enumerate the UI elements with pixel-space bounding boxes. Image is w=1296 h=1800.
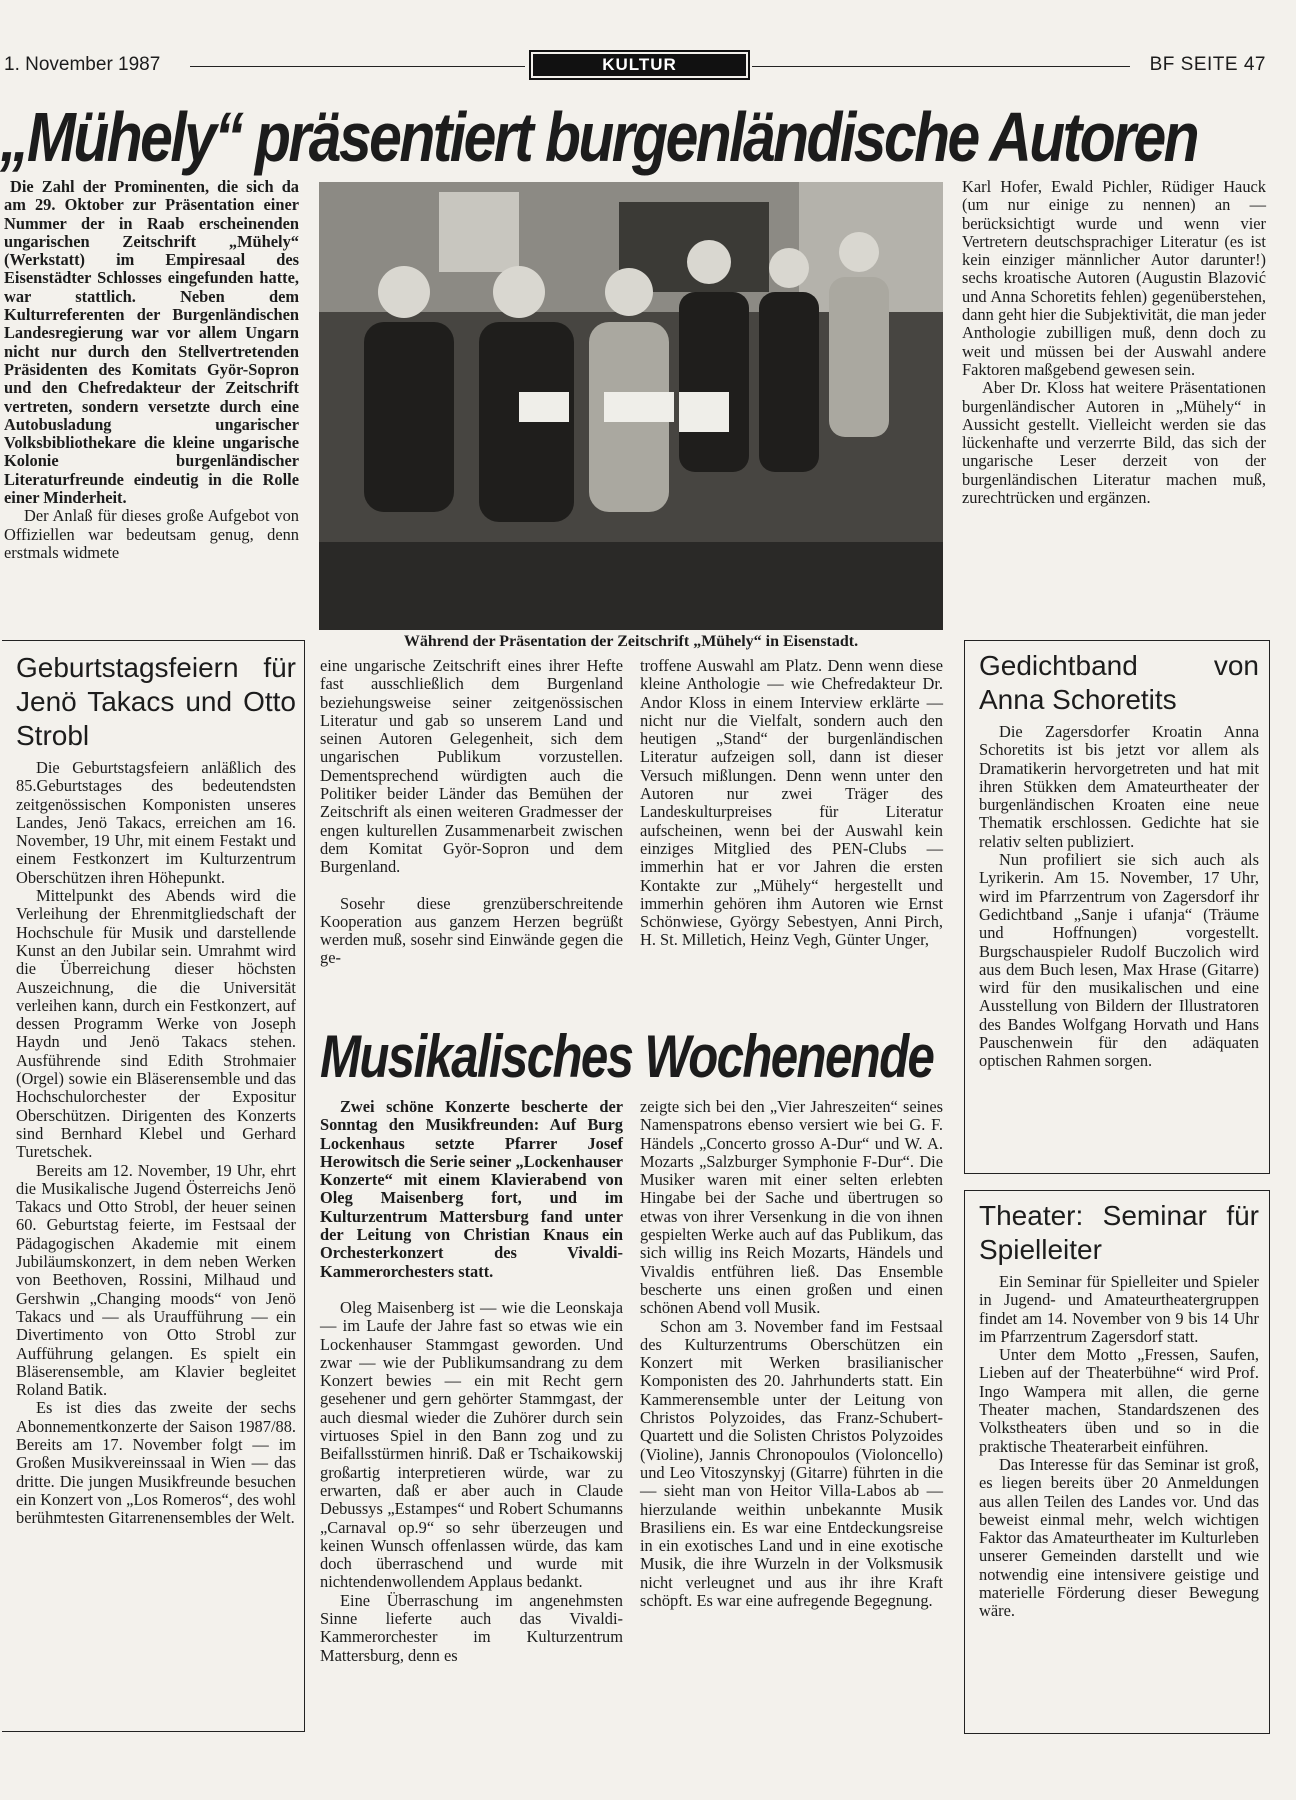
- poetry-article-title: Gedichtband von Anna Schoretits: [979, 650, 1259, 715]
- music-article-lead: Zwei schöne Konzerte bescherte der Sonntag den Musikfreunden: Auf Burg Lockenhaus setzte Pfarrer Josef Herowitsch die Serie seiner „Lockenhauser Konzerte“ mit einem Klavierabend von Oleg Maisenberg fort, und im Kulturzentrum Mattersburg fand unter der Leitung von Christian Knaus ein Orchesterkonzert des Vivaldi-Kammerorchesters statt.: [320, 1097, 623, 1281]
- music-article-col2: [640, 1098, 943, 1610]
- lead-article-right-p1: Karl Hofer, Ewald Pichler, Rüdiger Hauck (um nur einige zu nennen) an — berücksichtigt wurde und wenn vier Vertretern deutschsprachiger Literatur (es ist kein einziger männlicher Autor darunter!) sechs kroatische Autoren (Augustin Blazović und Anna Schoretits fehlen) gegenüberstehen, dann geht hier die Subjektivität, die man jeder Anthologie zubilligen muß, denn doch zu weit und müssen bei der Auswahl andere Faktoren maßgebend gewesen sein.: [962, 177, 1266, 379]
- lead-article-mid2-p1: troffene Auswahl am Platz. Denn wenn diese kleine Anthologie — wie Chefredakteur Dr. Andor Kloss in einem Interview erklärte — nicht nur die Vielfalt, sondern auch den heutigen „Stand“ der burgenländischen Literatur aufzeigen soll, dann ist dieser Versuch mißlungen. Denn wenn unter den Autoren nur zwei Träger des Landeskulturpreises für Literatur aufscheinen, wenn bei der Auswahl kein einziges Mitglied des PEN-Clubs — immerhin hat er vor Jahren die ersten Kontakte zur „Mühely“ hergestellt und immerhin gehören ihm Autoren wie Ernst Schönwiese, György Sebestyen, Anni Pirch, H. St. Milletich, Heinz Vegh, Günter Unger,: [640, 656, 943, 950]
- birthday-article-p4: Es ist dies das zweite der sechs Abonnementkonzerte der Saison 1987/88. Bereits am 17. November folgt — im Großen Musikvereinssaal in Wien — das dritte. Die jungen Musikfreunde besuchen ein Konzert von „Los Romeros“, des wohl berühmtesten Gitarrenensembles der Welt.: [16, 1398, 296, 1528]
- theater-article-p3: Das Interesse für das Seminar ist groß, es liegen bereits über 20 Anmeldungen aus allen Teilen des Landes vor. Und das beweist einmal mehr, welch wichtigen Faktor das Amateurtheater im Kulturleben unserer Gemeinden darstellt und wie notwendig eine intensivere geistige und materielle Förderung dieser Bewegung wäre.: [979, 1454, 1259, 1621]
- birthday-article-p3: Bereits am 12. November, 19 Uhr, ehrt die Musikalische Jugend Österreichs Jenö Takacs und Otto Strobl, der heuer seinen 60. Geburtstag feierte, im Festsaal der Pädagogischen Akademie mit einem Jubiläumskonzert, in dem neben Werken von Beethoven, Rossini, Milhaud und Gershwin „Changing moods“ von Jenö Takacs und — als Uraufführung — ein Divertimento von Otto Strobl zur Aufführung gelangen. Es spielt ein Bläserensemble, am Klavier begleitet Roland Batik.: [16, 1160, 296, 1400]
- section-label-box: [529, 50, 750, 80]
- poetry-article-p1: Die Zagersdorfer Kroatin Anna Schoretits ist bis jetzt vor allem als Dramatikerin hervorgetreten und hat mit ihren Stükken dem Amateurtheater der burgenländischen Kroaten eine neue Thematik erschlossen. Gedichte hat sie relativ selten publiziert.: [979, 722, 1259, 851]
- lead-article-intro: Die Zahl der Prominenten, die sich da am 29. Oktober zur Präsentation einer Nummer der in Raab erscheinenden ungarischen Zeitschrift „Mühely“ (Werkstatt) im Empiresaal des Eisenstädter Schlosses eingefunden hatte, war stattlich. Neben dem Kulturreferenten der Burgenländischen Landesregierung war vor allem Ungarn nicht nur durch den Stellvertretenden Präsidenten des Komitats Györ-Sopron und den Chefredakteur der Zeitschrift vertreten, sondern versetzte durch eine Autobusladung ungarischer Volksbibliothekare die kleine ungarische Kolonie burgenländischer Literaturfreunde eindeutig in die Rolle einer Minderheit.: [4, 177, 299, 508]
- theater-article-p2: Unter dem Motto „Fressen, Saufen, Lieben auf der Theaterbühne“ wird Prof. Ingo Wampera mit allen, die gerne Theater machen, Standardszenen des Volkstheaters üben und so in die praktische Theaterarbeit einführen.: [979, 1345, 1259, 1456]
- music-article-col1: [320, 1098, 623, 1665]
- birthday-article-body: [16, 651, 296, 1527]
- poetry-article-body: [979, 649, 1259, 1071]
- music-article-col2-p1: zeigte sich bei den „Vier Jahreszeiten“ seines Namenspatrons ebenso versiert wie bei G. F. Händels „Concerto grosso A-Dur“ und W. A. Mozarts „Salzburger Symphonie F-Dur“. Die Musiker waren mit einer selten erlebten Hingabe bei der Sache und übertrugen so etwas von ihrer Versenkung in die von ihnen gespielten Werke auch auf das Publikum, das sich willig ins Reich Mozarts, Händels und Vivaldis entführen ließ. Das Ensemble bescherte uns einen großen und einen schönen Abend voll Musik.: [640, 1097, 943, 1318]
- music-article-col2-p2: Schon am 3. November fand im Festsaal des Kulturzentrums Oberschützen ein Konzert mit Werken brasilianischer Komponisten des 20. Jahrhunderts statt. Ein Kammerensemble unter der Leitung von Christos Polyzoides, das Franz-Schubert-Quartett und die Solisten Christos Polyzoides (Violine), Jannis Chronopoulos (Violoncello) und Leo Vitoszynskyj (Gitarre) führten in die — sieht man von Heitor Villa-Labos ab — hierzulande weithin unbekannte Musik Brasiliens ein. Es war eine Entdeckungsreise in ein exotisches Land und in eine exotische Musik, die ihre Wurzeln in der Volksmusik nicht verleugnet und aus ihr ihre Kraft schöpft. Es war eine aufregende Begegnung.: [640, 1316, 943, 1611]
- birthday-article-p2: Mittelpunkt des Abends wird die Verleihung der Ehrenmitgliedschaft der Hochschule für Musik und darstellende Kunst an den Jubilar sein. Umrahmt wird die Überreichung dieser höchsten Auszeichnung, die die Universität verleihen kann, durch ein Festkonzert, auf dessen Programm Werke von Joseph Haydn und Jenö Takacs stehen. Ausführende sind Edith Strohmaier (Orgel) sowie ein Bläserensemble und das Hochschulorchester der Expositur Oberschützen. Dirigenten des Konzerts sind Bernhard Klebel und Gerhard Turetschek.: [16, 886, 296, 1162]
- photo-caption: Während der Präsentation der Zeitschrift „Mühely“ in Eisenstadt.: [403, 633, 859, 650]
- lead-article-col1-p2: Der Anlaß für dieses große Aufgebot von Offiziellen war bedeutsam genug, denn erstmals widmete: [4, 506, 299, 562]
- lead-article-col1: [4, 178, 299, 562]
- audience-photo-illustration: [319, 182, 943, 630]
- lead-article-mid-col2: [640, 657, 943, 950]
- birthday-article-p1: Die Geburtstagsfeiern anläßlich des 85.Geburtstages des bedeutendsten zeitgenössischen Komponisten unseres Landes, Jenö Takacs, erreichen am 16. November, 19 Uhr, mit einem Festakt und einem Festkonzert im Kulturzentrum Oberschützen ihren Höhepunkt.: [16, 758, 296, 887]
- masthead-rule-right: [752, 66, 1130, 67]
- poetry-article-p2: Nun profiliert sie sich auch als Lyrikerin. Am 15. November, 17 Uhr, wird im Pfarrzentrum von Zagersdorf ihr Gedichtband „Sanje i ufanja“ (Träume und Hoffnungen) vorgestellt. Burgschauspieler Rudolf Buczolich wird aus dem Buch lesen, Max Hrase (Gitarre) wird für den musikalischen und eine Ausstellung von Bildern der Illustratoren des Bandes Wolfgang Horvath und Hans Pauschenwein für den adäquaten optischen Rahmen sorgen.: [979, 850, 1259, 1071]
- music-headline: Musikalisches Wochenende: [320, 1023, 934, 1090]
- music-article-p3: Eine Überraschung im angenehmsten Sinne lieferte auch das Vivaldi-Kammerorchester im Kulturzentrum Mattersburg, denn es: [320, 1590, 623, 1665]
- theater-article-box: [964, 1190, 1270, 1734]
- lead-article-mid1-p1: eine ungarische Zeitschrift eines ihrer Hefte fast ausschließlich dem Burgenland beziehungsweise seiner zeitgenössischen Literatur und gab so unserem Land und seinen Autoren Gelegenheit, sich dem ungarischen Publikum vorzustellen. Dementsprechend würdigten auch die Politiker beider Länder das Bemühen der Zeitschrift als einen weiteren Gradmesser der engen kulturellen Zusammenarbeit zwischen dem Komitat Györ-Sopron und dem Burgenland.: [320, 656, 623, 877]
- lead-article-mid-col1: [320, 657, 623, 968]
- music-article-p2: Oleg Maisenberg ist — wie die Leonskaja — im Laufe der Jahre fast so etwas wie ein Lockenhauser Stammgast geworden. Und zwar — wie der Publikumsandrang zu dem Konzert bewies — ein mit Recht gern gesehener und gern gehörter Stammgast, der auch diesmal wieder die Zuhörer durch sein virtuoses Spiel in den Bann zog und zu Beifallsstürmen hinriß. Daß er Tschaikowskij großartig interpretieren würde, war zu erwarten, daß er aber auch in Claude Debussys „Estampes“ und Robert Schumanns „Carnaval op.9“ so sehr überzeugen und keinen Wunsch offenlassen würde, das kam doch überraschend und wurde mit nichtendenwollendem Applaus bedankt.: [320, 1297, 623, 1592]
- issue-date: 1. November 1987: [4, 54, 161, 75]
- birthday-article-title: Geburtstagsfeiern für Jenö Takacs und Otto Strobl: [16, 652, 296, 751]
- page-number: BF SEITE 47: [1149, 54, 1266, 75]
- event-photo: [319, 182, 943, 630]
- theater-article-body: [979, 1199, 1259, 1621]
- masthead: [0, 50, 1296, 84]
- lead-article-right-p2: Aber Dr. Kloss hat weitere Präsentationen burgenländischer Autoren in „Mühely“ in Aussicht gestellt. Vielleicht werden sie das lückenhafte und verzerrte Bild, das sich der ungarische Leser derzeit von der burgenländischen Literatur machen muß, zurechtrücken und ergänzen.: [962, 378, 1266, 508]
- masthead-rule-left: [190, 66, 525, 67]
- lead-article-mid1-p2: Sosehr diese grenzüberschreitende Kooperation aus ganzem Herzen begrüßt werden muß, sosehr sind Einwände gegen die ge-: [320, 893, 623, 968]
- birthday-article-box: [2, 640, 305, 1732]
- lead-article-right-col: [962, 178, 1266, 507]
- section-label: KULTUR: [533, 54, 746, 76]
- theater-article-p1: Ein Seminar für Spielleiter und Spieler in Jugend- und Amateurtheatergruppen findet am 14. November von 9 bis 14 Uhr im Pfarrzentrum Zagersdorf statt.: [979, 1272, 1259, 1346]
- poetry-article-box: [964, 640, 1270, 1174]
- theater-article-title: Theater: Seminar für Spielleiter: [979, 1200, 1259, 1265]
- main-headline: „Mühely“ präsentiert burgenländische Autoren: [0, 98, 1198, 176]
